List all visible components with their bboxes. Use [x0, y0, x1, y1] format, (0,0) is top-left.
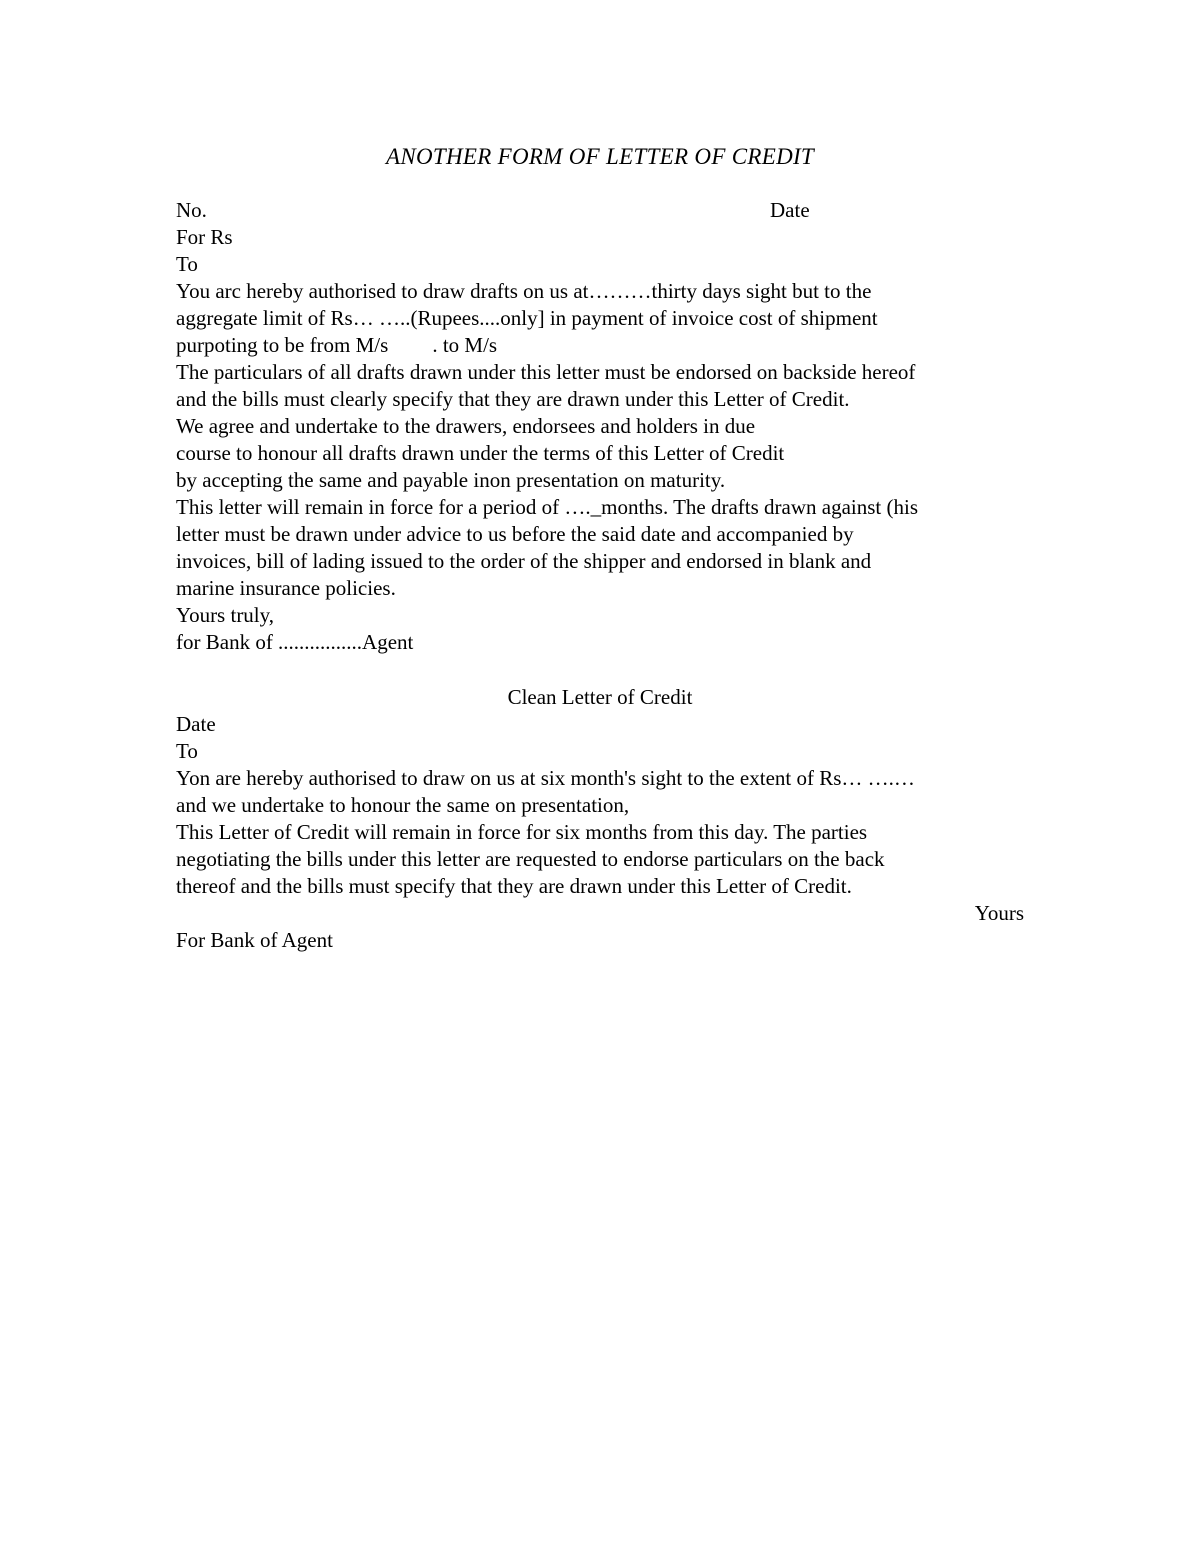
ms-line-part2: . to M/s	[432, 333, 498, 357]
document-title: ANOTHER FORM OF LETTER OF CREDIT	[385, 144, 815, 169]
body-line: aggregate limit of Rs… …..(Rupees....only] in payment of invoice cost of shipment	[176, 306, 878, 330]
body-line: course to honour all drafts drawn under the terms of this Letter of Credit	[176, 441, 785, 465]
body-line: This Letter of Credit will remain in force for six months from this day. The parties	[176, 820, 868, 844]
date-label: Date	[770, 198, 810, 222]
body-line: invoices, bill of lading issued to the order of the shipper and endorsed in blank and	[176, 549, 872, 573]
body-line: by accepting the same and payable inon presentation on maturity.	[176, 468, 726, 492]
to-line: To	[176, 739, 198, 763]
letter1-header-row	[176, 197, 1036, 224]
signature-line: For Bank of Agent	[176, 928, 333, 952]
letter2-signature-block	[176, 927, 1036, 954]
to-line: To	[176, 252, 198, 276]
ms-line	[176, 332, 1036, 359]
closing-line: Yours	[974, 901, 1024, 925]
body-line: We agree and undertake to the drawers, endorsees and holders in due	[176, 414, 756, 438]
body-line: Yon are hereby authorised to draw on us at six month's sight to the extent of Rs… ….…	[176, 766, 915, 790]
for-rs-line: For Rs	[176, 225, 233, 249]
body-line: and the bills must clearly specify that they are drawn under this Letter of Credit.	[176, 387, 850, 411]
closing-line: Yours truly,	[176, 603, 275, 627]
body-line: letter must be drawn under advice to us before the said date and accompanied by	[176, 522, 854, 546]
body-line: You arc hereby authorised to draw drafts on us at………thirty days sight but to the	[176, 279, 872, 303]
signature-line: for Bank of ................Agent	[176, 630, 414, 654]
body-line: marine insurance policies.	[176, 576, 396, 600]
body-line: This letter will remain in force for a period of …._months. The drafts drawn against (his	[176, 495, 918, 519]
letter1-body	[176, 224, 1036, 656]
body-line: and we undertake to honour the same on presentation,	[176, 793, 630, 817]
body-line: The particulars of all drafts drawn under this letter must be endorsed on backside hereof	[176, 360, 916, 384]
body-line: negotiating the bills under this letter are requested to endorse particulars on the back	[176, 847, 885, 871]
body-line: thereof and the bills must specify that they are drawn under this Letter of Credit.	[176, 874, 852, 898]
clean-letter-title: Clean Letter of Credit	[507, 685, 693, 709]
letter2-body	[176, 711, 1036, 900]
number-label: No.	[176, 198, 207, 222]
date-line: Date	[176, 712, 216, 736]
ms-line-part1: purpoting to be from M/s	[176, 333, 389, 357]
